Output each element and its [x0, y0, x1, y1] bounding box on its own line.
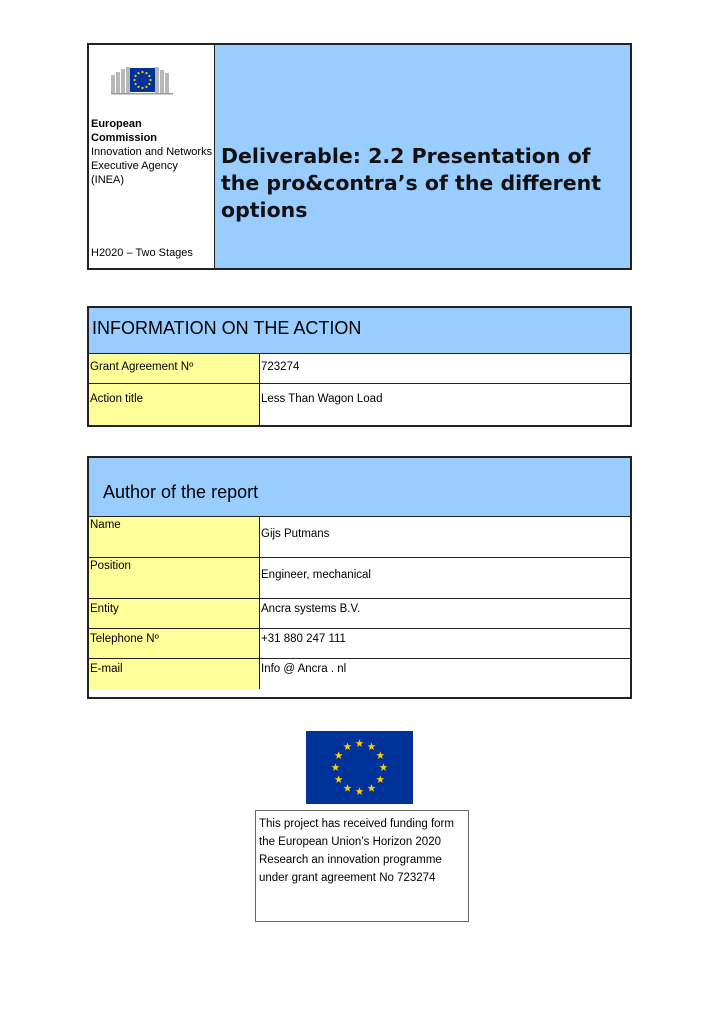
organization-name [91, 117, 213, 187]
position-label: Position [89, 558, 260, 598]
header-org-cell [89, 45, 215, 268]
telephone-value: +31 880 247 111 [261, 633, 346, 645]
email-value: Info @ Ancra . nl [261, 663, 347, 675]
header-title-cell [215, 45, 630, 268]
entity-value: Ancra systems B.V. [261, 603, 361, 615]
name-value: Gijs Putmans [261, 528, 330, 540]
telephone-label: Telephone Nº [89, 629, 260, 658]
name-label: Name [89, 517, 260, 557]
grant-agreement-value: 723274 [261, 361, 300, 373]
program-label: H2020 – Two Stages [91, 247, 193, 259]
org-line-2: Commission [91, 132, 158, 144]
document-header [87, 43, 632, 270]
agency-name: Innovation and Networks Executive Agency (INEA) [91, 146, 213, 186]
document-title: Deliverable: 2.2 Presentation of the pro&contra’s of the different options [221, 144, 602, 222]
author-heading: Author of the report [89, 458, 630, 517]
entity-label: Entity [89, 599, 260, 628]
table-row [89, 629, 630, 659]
table-row [89, 354, 630, 384]
action-title-label: Action title [89, 384, 260, 425]
table-row [89, 384, 630, 425]
table-row [89, 558, 630, 599]
eu-flag-icon [306, 731, 413, 804]
action-title-value: Less Than Wagon Load [261, 393, 383, 405]
grant-agreement-label: Grant Agreement Nº [89, 354, 260, 383]
funding-statement: This project has received funding form the European Union’s Horizon 2020 Research an innovation programme under grant agreement No 723274 [255, 810, 469, 922]
european-commission-logo [111, 65, 173, 95]
author-table [87, 456, 632, 699]
table-row [89, 517, 630, 558]
email-label: E-mail [89, 659, 260, 689]
action-info-table [87, 306, 632, 427]
table-row [89, 659, 630, 689]
org-line-1: European [91, 118, 142, 130]
action-info-heading: INFORMATION ON THE ACTION [89, 308, 630, 354]
position-value: Engineer, mechanical [261, 569, 371, 581]
table-row [89, 599, 630, 629]
